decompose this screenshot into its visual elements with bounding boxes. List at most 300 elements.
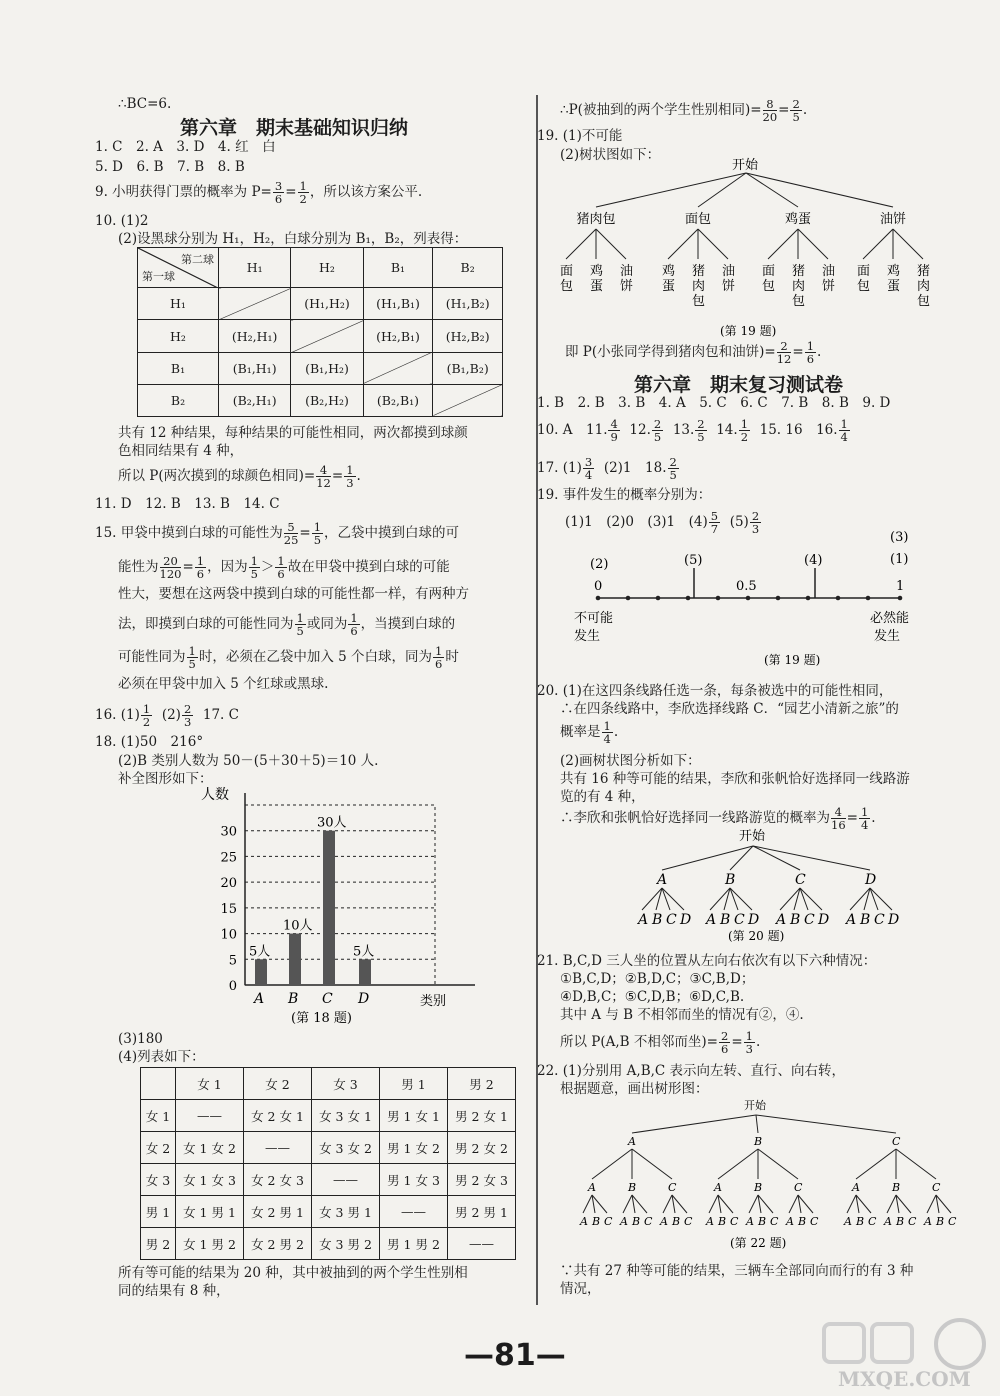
x-tick-label: D [358, 991, 370, 1007]
text: 法，即摸到白球的可能性同为 [118, 616, 294, 632]
tree-node: C [794, 1181, 803, 1194]
fraction [602, 720, 613, 745]
table-cell: 女 1 女 3 [176, 1164, 244, 1196]
tree-edge [856, 1149, 896, 1179]
tree-leaf: A [580, 1215, 588, 1228]
table-cell: 女 2 女 3 [244, 1164, 312, 1196]
table-cell [433, 384, 503, 416]
table-header: 男 2 [448, 1068, 516, 1100]
answer-line: 所有等可能的结果为 20 种，其中被抽到的两个学生性别相 [118, 1265, 468, 1281]
label-impossible: 发生 [574, 629, 601, 644]
tree-leaf: 油 [822, 264, 836, 279]
header-second: 第二球 [181, 253, 214, 266]
den: 2 [142, 715, 151, 729]
den: 5 [669, 468, 677, 482]
row-header: B₁ [138, 352, 219, 384]
tree-leaf: B [718, 1215, 727, 1228]
num: 1 [806, 339, 815, 353]
tree-node: C [932, 1181, 941, 1194]
answer-line: 根据题意，画出树形图： [560, 1081, 709, 1097]
tree-node: C [892, 1135, 901, 1148]
tree-leaf: B [860, 912, 871, 928]
fraction [187, 645, 198, 670]
answer-line: (2)树状图如下： [560, 147, 661, 163]
tree-leaf: C [868, 1215, 877, 1228]
num: 1 [840, 417, 848, 431]
num: 1 [346, 463, 354, 477]
num: 4 [831, 806, 846, 819]
fraction [141, 703, 152, 728]
tree-edge [768, 229, 798, 259]
x-tick-label: B [288, 991, 299, 1007]
tree-leaf: A [620, 1215, 628, 1228]
tree-leaf: A [776, 912, 787, 928]
fraction [160, 555, 182, 580]
den: 2 [740, 430, 749, 444]
tree-leaf: 面 [560, 264, 574, 279]
tree-node: 面包 [685, 212, 712, 227]
tree-edge [927, 1195, 936, 1213]
answer-line: 同的结果有 8 种， [118, 1283, 230, 1299]
num: 1 [435, 644, 443, 658]
text: 时 [445, 649, 459, 665]
y-tick-label: 30 [220, 824, 237, 840]
text: 12. [629, 422, 651, 438]
column-divider [536, 95, 538, 1305]
answer-line: 19. (1)不可能 [537, 128, 623, 144]
fraction [668, 456, 679, 481]
tree-leaf: C [604, 1215, 613, 1228]
num: 8 [763, 98, 778, 111]
num-label: 0.5 [736, 579, 757, 594]
table-cell: 女 2 男 1 [244, 1196, 312, 1228]
tree-leaf: B [652, 912, 663, 928]
den: 4 [603, 732, 611, 746]
text: 14. [716, 422, 738, 438]
fraction [744, 1030, 755, 1055]
row-header: H₂ [138, 320, 219, 352]
bar [359, 959, 371, 985]
text: 或同为 [306, 616, 348, 632]
den: 6 [196, 567, 205, 581]
tree-node: C [795, 872, 806, 888]
tree-edge [789, 1195, 798, 1213]
fraction [777, 340, 792, 365]
num: 2 [720, 1029, 729, 1043]
tree-leaf: 蛋 [590, 279, 604, 294]
num: 2 [751, 509, 760, 523]
tree-node: 猪肉包 [576, 212, 616, 227]
tree-leaf: 包 [762, 279, 776, 294]
num: 1 [188, 644, 196, 658]
text: 10. A 11. [537, 422, 608, 438]
den: 6 [435, 657, 443, 671]
tree-caption: (第 20 题) [728, 929, 785, 943]
text: ，乙袋中摸到白球的可 [324, 525, 460, 541]
den: 25 [283, 533, 299, 547]
den: 4 [840, 430, 848, 444]
fraction [195, 555, 206, 580]
answer-line: (3)180 [118, 1031, 163, 1047]
table-10 [137, 247, 503, 417]
num: 2 [183, 702, 192, 716]
den: 5 [188, 657, 196, 671]
table-cell: 男 1 男 2 [380, 1228, 448, 1260]
num: 1 [313, 520, 322, 534]
tree-edge [753, 846, 870, 870]
table-cell: —— [176, 1100, 244, 1132]
text: (1)1 (2)0 (3)1 (4) [565, 514, 708, 530]
den: 16 [831, 818, 846, 832]
tree-leaf: C [810, 1215, 819, 1228]
data-label: 5人 [353, 944, 375, 960]
den: 6 [350, 624, 358, 638]
answer-line: ∴在四条线路中，李欣选择线路 C．“园艺小清新之旅”的 [560, 701, 899, 717]
text: 15. 16 16. [759, 422, 838, 438]
section-title-test: 第六章 期末复习测试卷 [634, 374, 844, 396]
answer-line: 览的有 4 种， [560, 789, 645, 805]
tree-leaf: B [790, 912, 801, 928]
x-axis-label: 类别 [420, 994, 447, 1009]
table-cell: (B₁,H₁) [219, 352, 291, 384]
table-header: H₁ [219, 248, 291, 288]
fraction [763, 98, 778, 123]
tree-caption: (第 19 题) [720, 324, 777, 338]
tree-leaf: C [684, 1215, 693, 1228]
num: 1 [350, 611, 358, 625]
num-label: 1 [896, 579, 905, 594]
tree-leaf: B [936, 1215, 945, 1228]
tree-leaf: 鸡 [662, 264, 676, 279]
fraction [790, 98, 801, 123]
table-cell: (H₂,B₁) [363, 320, 433, 352]
den: 4 [584, 468, 593, 482]
answer-line: 5. D 6. B 7. B 8. B [95, 159, 245, 175]
tree-leaf: 包 [917, 294, 931, 309]
tree-node: A [852, 1181, 860, 1194]
table-header: H₂ [291, 248, 363, 288]
answer-line: 必须在甲袋中加入 5 个红球或黑球. [118, 676, 329, 692]
answer-line: 18. (1)50 216° [95, 734, 204, 750]
table-cell: 女 1 女 2 [176, 1132, 244, 1164]
text: 所以 P(A,B 不相邻而坐)= [560, 1034, 718, 1050]
text: (2) [161, 707, 181, 723]
tree-leaf: A [660, 1215, 668, 1228]
table-cell: —— [312, 1164, 380, 1196]
num: 3 [274, 179, 283, 193]
table-cell: —— [380, 1196, 448, 1228]
den: 5 [250, 567, 258, 581]
tree-leaf: 面 [762, 264, 776, 279]
table-cell: (B₂,H₁) [219, 384, 291, 416]
answer-line: (4)列表如下： [118, 1049, 205, 1065]
bar [323, 831, 335, 985]
tree-node: 油饼 [880, 212, 907, 227]
bar-chart [195, 785, 495, 1025]
fraction [298, 180, 309, 205]
plot-frame [245, 805, 435, 985]
tree-edge [709, 1195, 718, 1213]
fraction [652, 418, 663, 443]
tree-leaf: 饼 [822, 279, 836, 294]
table-cell: (H₂,H₁) [219, 320, 291, 352]
tree-leaf: B [856, 1215, 865, 1228]
den: 12 [776, 352, 792, 366]
text: ，当摸到白球的 [360, 616, 456, 632]
tree-leaf: C [644, 1215, 653, 1228]
answer-line: 共有 16 种等可能的结果，李欣和张帆恰好选择同一线路游 [560, 771, 910, 787]
answer-line-15: 15. 甲袋中摸到白球的可能性为 $\frac{5}{25}$ = $\frac{1}{5}$ ，乙袋中摸到白球的可 [95, 520, 460, 547]
y-tick-label: 10 [220, 927, 237, 943]
tree-root: 开始 [744, 1099, 766, 1112]
den: 5 [697, 430, 705, 444]
num: 1 [142, 702, 151, 716]
table-header: 男 1 [380, 1068, 448, 1100]
tree-edge [583, 1195, 592, 1213]
y-tick-label: 0 [228, 979, 237, 994]
answer-line: 10. (1)2 [95, 213, 149, 229]
tree-leaf: 肉 [792, 279, 806, 294]
num: 2 [697, 417, 705, 431]
answer-line: 即 P(小张同学得到猪肉包和油饼)= $\frac{2}{12}$ = $\frac{1}{6}$ . [565, 339, 822, 366]
answer-line [118, 645, 459, 670]
mark-label: (5) [684, 553, 703, 568]
table-cell: —— [448, 1228, 516, 1260]
den: 6 [806, 352, 815, 366]
table-cell: 男 2 女 2 [448, 1132, 516, 1164]
table-cell [219, 288, 291, 320]
tree-edge [718, 1149, 758, 1179]
tree-edge [662, 888, 684, 910]
answer-line [537, 456, 680, 481]
row-header: B₂ [138, 384, 219, 416]
tree-edge [730, 846, 753, 870]
tree-leaf: 鸡 [590, 264, 604, 279]
tree-leaf: 包 [857, 279, 871, 294]
answer-line: 所以 P(两次摸到的球颜色相同)= $\frac{4}{12}$ = $\frac{1}{3}$ . [118, 463, 361, 490]
fraction [805, 340, 816, 365]
fraction [739, 418, 750, 443]
table-cell: 男 1 女 3 [380, 1164, 448, 1196]
text: (5) [729, 514, 749, 530]
tree-leaf: A [844, 1215, 852, 1228]
table-cell: (B₂,B₁) [363, 384, 433, 416]
answer-line: 11. D 12. B 13. B 14. C [95, 496, 280, 512]
tree-edge [896, 1149, 936, 1179]
tree-edge [623, 1195, 632, 1213]
fraction [312, 521, 323, 546]
table-header: B₁ [363, 248, 433, 288]
data-label: 30人 [317, 815, 347, 831]
num: 5 [284, 521, 299, 534]
table-header: 女 1 [176, 1068, 244, 1100]
text: 能性为 [118, 559, 159, 575]
text: 16. (1) [95, 707, 140, 723]
den: 9 [610, 430, 618, 444]
num: 1 [745, 1029, 753, 1043]
answer-line: 22. (1)分别用 A,B,C 表示向左转、直行、向右转， [537, 1063, 846, 1079]
tree-leaf: C [804, 912, 815, 928]
row-header: 女 1 [141, 1100, 176, 1132]
num: 3 [584, 455, 593, 469]
tree-edge [596, 173, 746, 207]
answer-line: 概率是 $\frac{1}{4}$ . [560, 719, 619, 746]
answer-line-9: 9. 小明获得门票的概率为 P= $\frac{3}{6}$ = $\frac{1}{2}$ ，所以该方案公平. [95, 179, 423, 206]
tree-leaf: 包 [560, 279, 574, 294]
table-18 [140, 1067, 516, 1260]
tree-leaf: 饼 [722, 279, 736, 294]
tree-leaf: D [888, 912, 900, 928]
table-cell: 女 2 女 1 [244, 1100, 312, 1132]
text: (2)1 18. [603, 460, 667, 476]
corner-cell [138, 248, 219, 288]
chart-caption: (第 18 题) [291, 1011, 352, 1025]
num: 2 [777, 340, 792, 353]
section-title-summary: 第六章 期末基础知识归纳 [180, 117, 409, 139]
tree-leaf: 猪 [692, 264, 706, 279]
fraction [344, 464, 355, 489]
den: 4 [860, 818, 869, 832]
row-header: 女 3 [141, 1164, 176, 1196]
tree-leaf: B [798, 1215, 807, 1228]
mark-label: (1) [890, 552, 909, 567]
den: 6 [720, 1042, 729, 1056]
data-label: 10人 [283, 918, 313, 934]
answer-line: 21. B,C,D 三人坐的位置从左向右依次有以下六种情况： [537, 953, 877, 969]
tree-leaf: A [706, 1215, 714, 1228]
tree-edge [893, 229, 923, 259]
y-tick-label: 5 [228, 953, 237, 969]
den: 6 [277, 567, 285, 581]
tree-leaf: 肉 [692, 279, 706, 294]
table-cell: 男 1 女 2 [380, 1132, 448, 1164]
text: 时，必须在乙袋中加入 5 个白球，同为 [198, 649, 432, 665]
tree-edge [730, 888, 752, 910]
table-cell: 男 2 女 1 [448, 1100, 516, 1132]
tree-leaf: C [734, 912, 745, 928]
tree-leaf: 猪 [917, 264, 931, 279]
fraction [284, 521, 299, 546]
tree-edge [847, 1195, 856, 1213]
label-impossible: 不可能 [574, 611, 614, 626]
answer-line: (2)画树状图分析如下： [560, 753, 701, 769]
table-cell: 男 2 男 1 [448, 1196, 516, 1228]
tree-leaf: 蛋 [887, 279, 901, 294]
fraction [433, 645, 444, 670]
num: 2 [653, 417, 662, 431]
den: 12 [316, 476, 331, 490]
tree-edge [632, 1149, 672, 1179]
data-label: 5人 [249, 944, 271, 960]
mark-label: (2) [590, 557, 609, 572]
tree-leaf: C [948, 1215, 957, 1228]
tree-edge [749, 1195, 758, 1213]
table-cell: 女 3 男 1 [312, 1196, 380, 1228]
table-header [141, 1068, 176, 1100]
y-tick-label: 25 [220, 850, 237, 866]
table-cell: 女 1 男 2 [176, 1228, 244, 1260]
tree-node: A [588, 1181, 596, 1194]
bar [289, 934, 301, 985]
text: ∴李欣和张帆恰好选择同一线路游览的概率为 [560, 810, 830, 826]
tree-edge [753, 846, 800, 870]
watermark-logo [818, 1316, 993, 1392]
num: 4 [610, 417, 618, 431]
mark-label: (3) [890, 530, 909, 545]
page-number: —81— [464, 1338, 566, 1373]
text: 17. C [202, 707, 239, 723]
answer-line: 性大，要想在这两袋中摸到白球的可能性都一样，有两种方 [118, 586, 469, 602]
row-header: 男 1 [141, 1196, 176, 1228]
y-axis-label: 人数 [201, 787, 229, 803]
fraction [348, 612, 359, 637]
answer-line: 补全图形如下： [118, 771, 213, 787]
text: 概率是 [560, 724, 601, 740]
num: 1 [196, 554, 205, 568]
tree-edge [663, 1195, 672, 1213]
fraction [839, 418, 850, 443]
num: 20 [160, 555, 182, 568]
den: 7 [710, 522, 719, 536]
text: 17. (1) [537, 460, 582, 476]
answer-line: ∴李欣和张帆恰好选择同一线路游览的概率为 $\frac{4}{16}$ = $\frac{1}{4}$ . [560, 805, 876, 832]
tree-edge [698, 229, 728, 259]
tree-edge [758, 1149, 798, 1179]
tree-leaf: C [666, 912, 677, 928]
x-tick-label: C [322, 991, 333, 1007]
table-cell: (B₂,H₂) [291, 384, 363, 416]
tree-node: B [754, 1181, 763, 1194]
label-certain: 发生 [874, 629, 901, 644]
tree-edge [668, 229, 698, 259]
tree-node: 鸡蛋 [785, 212, 812, 227]
tree-edge [756, 1115, 896, 1133]
answer-line: 能性为 $\frac{20}{120}$ = $\frac{1}{6}$ ，因为 $\frac{1}{5}$ ＞ $\frac{1}{6}$ 故在甲袋中摸到白球的可能 [118, 554, 450, 581]
fraction [275, 555, 286, 580]
den: 5 [296, 624, 304, 638]
table-cell: (B₁,H₂) [291, 352, 363, 384]
den: 5 [653, 430, 662, 444]
tree-leaf: 鸡 [887, 264, 901, 279]
tree-edge [746, 173, 893, 207]
mark-label: (4) [804, 553, 823, 568]
tree-caption: (第 22 题) [730, 1236, 787, 1250]
den: 5 [792, 110, 800, 124]
tree-leaf: 肉 [917, 279, 931, 294]
bar [255, 959, 267, 985]
line-conclusion: ∴BC=6. [118, 96, 172, 112]
tree-node: B [892, 1181, 901, 1194]
tree-leaf: C [874, 912, 885, 928]
tree-leaf: D [680, 912, 692, 928]
answer-line: 情况， [560, 1281, 601, 1297]
answer-line [537, 418, 851, 443]
answer-line: 其中 A 与 B 不相邻而坐的情况有②，④. [560, 1007, 804, 1023]
table-cell: —— [244, 1132, 312, 1164]
answer-line: 1. C 2. A 3. D 4. 红 白 [95, 139, 276, 155]
tree-leaf: B [672, 1215, 681, 1228]
tree-leaf: 包 [692, 294, 706, 309]
text: 9. 小明获得门票的概率为 P= [95, 184, 272, 200]
answer-line: ∵共有 27 种等可能的结果，三辆车全部同向而行的有 3 种 [560, 1263, 914, 1279]
num: 1 [277, 554, 285, 568]
num: 5 [710, 509, 719, 523]
tree-node: A [714, 1181, 722, 1194]
answer-line: ④D,B,C；⑤C,D,B；⑥D,C,B. [560, 989, 745, 1005]
den: 120 [159, 567, 182, 581]
tree-leaf: 猪 [792, 264, 806, 279]
row-header: 男 2 [141, 1228, 176, 1260]
